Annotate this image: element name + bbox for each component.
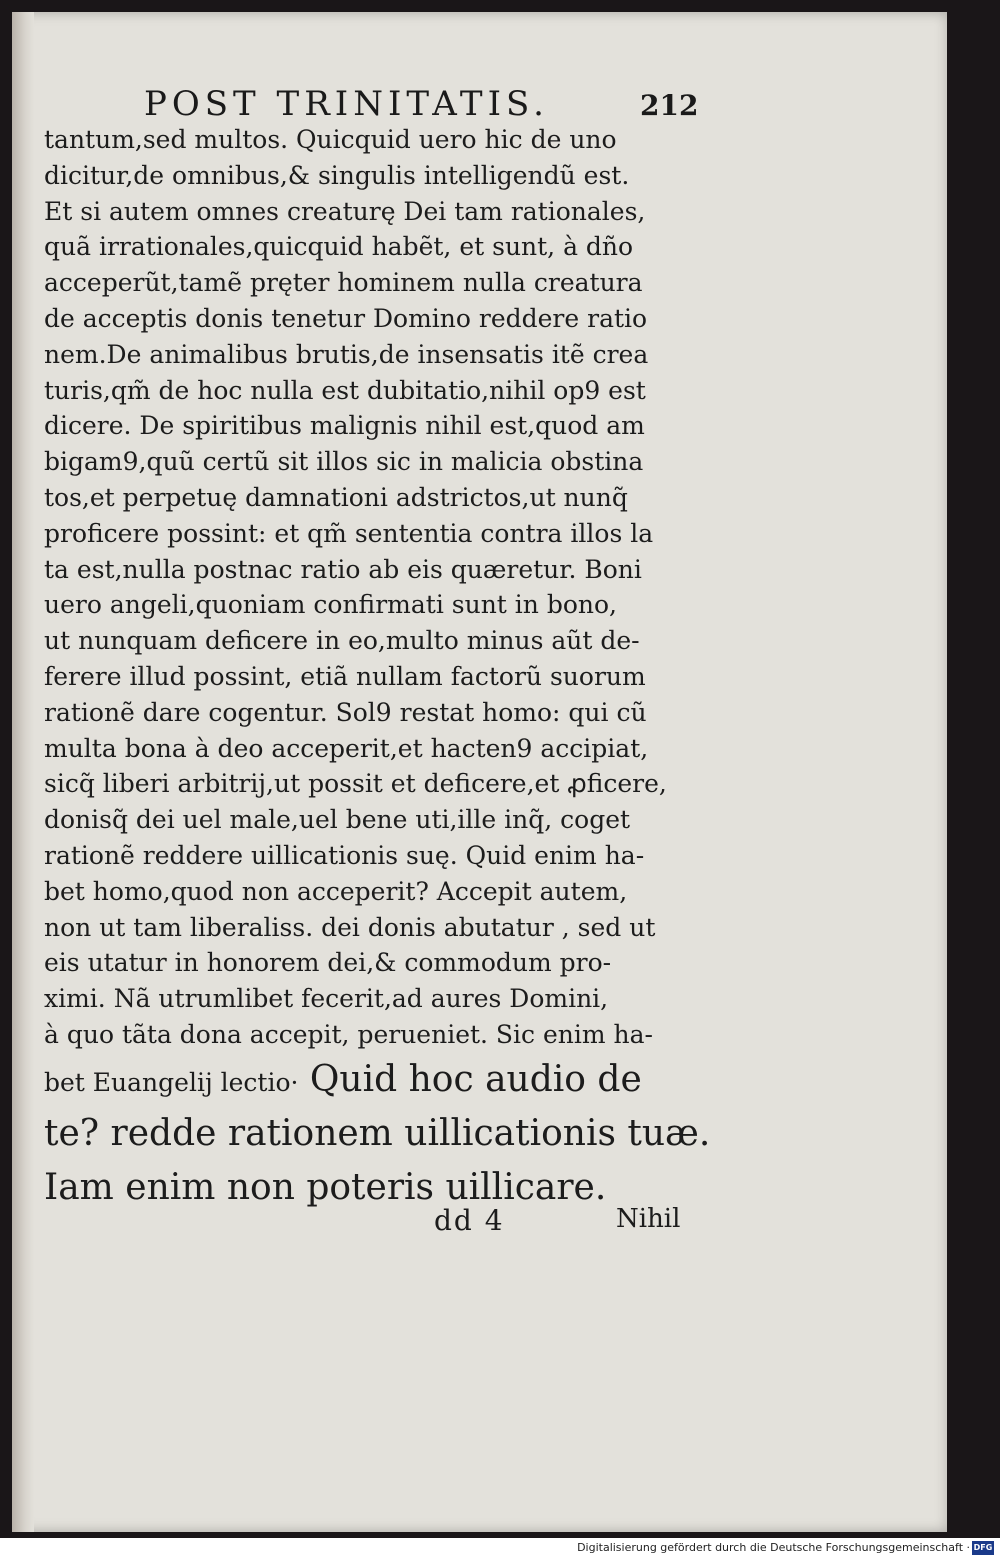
text-line: acceperũt,tamẽ pręter hominem nulla creatura xyxy=(44,268,643,298)
text-line: de acceptis donis tenetur Domino reddere ratio xyxy=(44,303,648,333)
large-text-line: Iam enim non poteris uillicare. xyxy=(44,1166,607,1208)
text-line: quã irrationales,quicquid habẽt, et sunt, à dño xyxy=(44,232,634,262)
text-line: turis,qm̃ de hoc nulla est dubitatio,nihil op9 est xyxy=(44,375,646,405)
text-line: dicere. De spiritibus malignis nihil est,quod am xyxy=(44,411,645,441)
page-gutter xyxy=(12,12,34,1532)
text-line-large-part: Quid hoc audio de xyxy=(309,1058,642,1100)
text-line: ut nunquam deficere in eo,multo minus aũt de- xyxy=(44,626,640,656)
text-line: uero angeli,quoniam confirmati sunt in bono, xyxy=(44,590,617,620)
book-page xyxy=(12,12,947,1532)
text-line: eis utatur in honorem dei,& commodum pro- xyxy=(44,948,612,978)
text-line: Et si autem omnes creaturę Dei tam rationales, xyxy=(44,196,646,226)
text-line: bet homo,quod non acceperit? Accepit autem, xyxy=(44,876,628,906)
text-line: rationẽ reddere uillicationis suę. Quid enim ha- xyxy=(44,840,645,870)
text-line: ferere illud possint, etiã nullam factorũ suorum xyxy=(44,661,646,691)
text-line: non ut tam liberaliss. dei donis abutatur , sed ut xyxy=(44,912,656,942)
text-line: à quo tãta dona accepit, perueniet. Sic enim ha- xyxy=(44,1019,653,1049)
catchword: Nihil xyxy=(616,1204,681,1234)
text-line: ximi. Nã utrumlibet fecerit,ad aures Domini, xyxy=(44,984,609,1014)
text-line-small-part: bet Euangelij lectio· xyxy=(44,1067,299,1097)
text-line: nem.De animalibus brutis,de insensatis itẽ crea xyxy=(44,339,649,369)
text-line: sicq̃ liberi arbitrij,ut possit et deficere,et ꝓficere, xyxy=(44,769,667,799)
text-line: proficere possint: et qm̃ sententia contra illos la xyxy=(44,518,654,548)
page-number: 212 xyxy=(640,89,699,122)
text-line: donisq̃ dei uel male,uel bene uti,ille inq̃, coget xyxy=(44,805,631,835)
signature-mark: dd 4 xyxy=(434,1204,505,1237)
text-line: dicitur,de omnibus,& singulis intelligendũ est. xyxy=(44,160,630,190)
text-line: tos,et perpetuę damnationi adstrictos,ut nunq̃ xyxy=(44,482,628,512)
dfg-logo: DFG xyxy=(972,1541,994,1555)
large-text-line: te? redde rationem uillicationis tuæ. xyxy=(44,1112,711,1154)
text-line: bigam9,quũ certũ sit illos sic in malicia obstina xyxy=(44,447,644,477)
body-text xyxy=(44,122,711,1215)
mixed-text-line xyxy=(44,1053,704,1107)
text-line: multa bona à deo acceperit,et hacten9 accipiat, xyxy=(44,733,649,763)
text-line: tantum,sed multos. Quicquid uero hic de uno xyxy=(44,125,617,154)
text-line: rationẽ dare cogentur. Sol9 restat homo: qui cũ xyxy=(44,697,647,727)
digitization-credit: Digitalisierung gefördert durch die Deutsche Forschungsgemeinschaft · xyxy=(577,1541,970,1554)
text-line: ta est,nulla postnac ratio ab eis quæretur. Boni xyxy=(44,554,642,584)
running-head: POST TRINITATIS. xyxy=(144,84,549,124)
